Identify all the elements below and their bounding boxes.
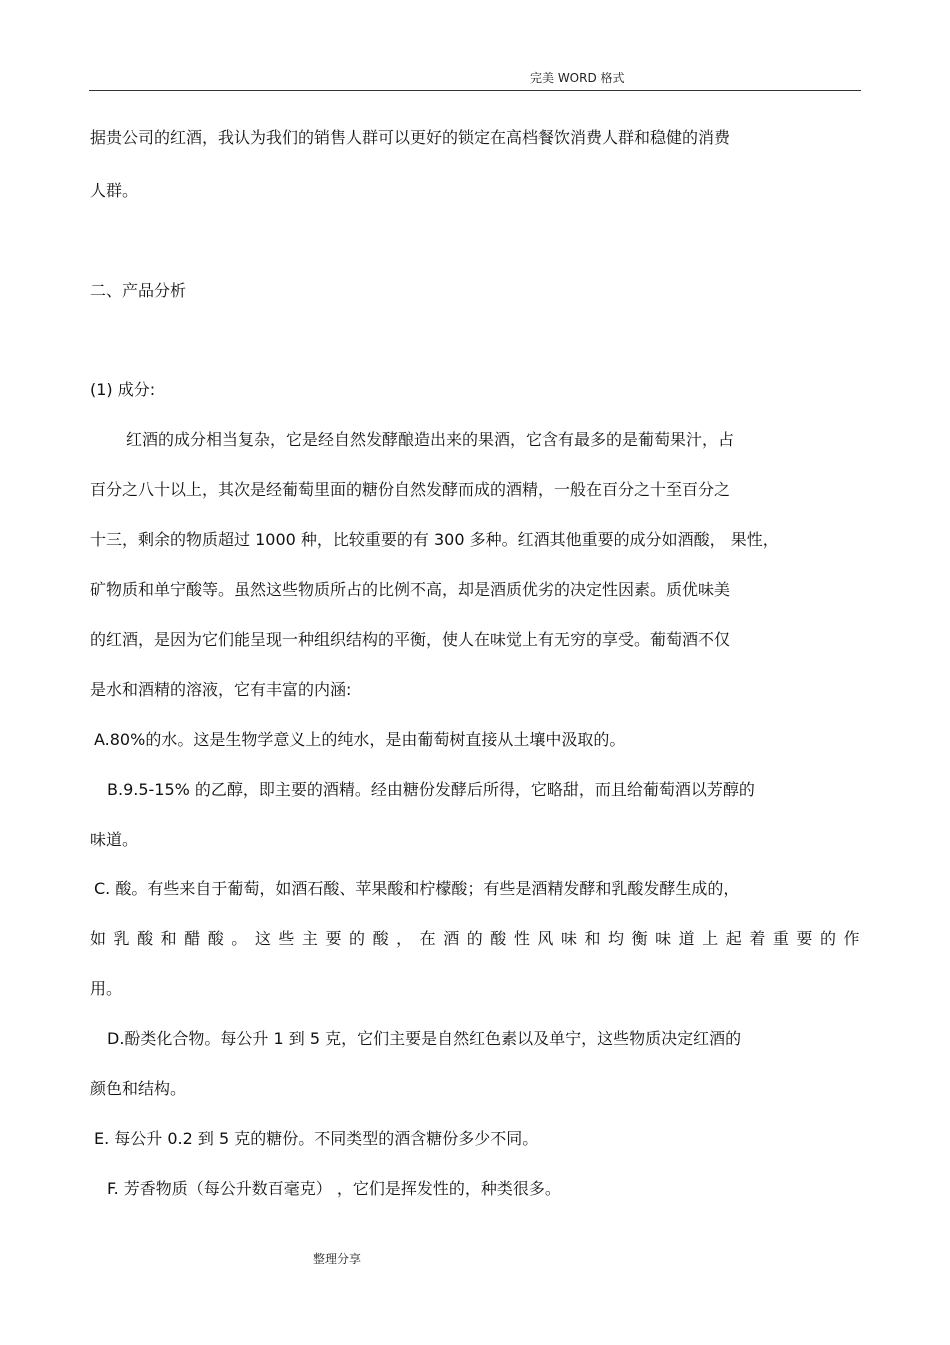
paragraph-line: 人群。	[90, 181, 139, 200]
paragraph-line: 的红酒，是因为它们能呈现一种组织结构的平衡，使人在味觉上有无穷的享受。葡萄酒不仅	[90, 630, 731, 649]
header-rule	[89, 90, 861, 91]
list-item: E. 每公升 0.2 到 5 克的糖份。不同类型的酒含糖份多少不同。	[94, 1129, 539, 1148]
header-text: 完美 WORD 格式	[530, 71, 625, 85]
paragraph-line: 十三，剩余的物质超过 1000 种，比较重要的有 300 多种。红酒其他重要的成分如酒酸， 果性，	[90, 530, 779, 549]
list-item-continuation	[90, 929, 860, 949]
list-item: D.酚类化合物。每公升 1 到 5 克，它们主要是自然红色素以及单宁，这些物质决定红酒的	[107, 1029, 742, 1048]
list-item: A.80%的水。这是生物学意义上的纯水，是由葡萄树直接从土壤中汲取的。	[94, 730, 626, 749]
page-footer: 整理分享	[313, 1252, 362, 1266]
paragraph-line: 是水和酒精的溶液，它有丰富的内涵:	[90, 680, 352, 699]
list-item-continuation: 颜色和结构。	[90, 1079, 187, 1098]
list-item-continuation: 味道。	[90, 830, 139, 849]
paragraph-line: 据贵公司的红酒，我认为我们的销售人群可以更好的锁定在高档餐饮消费人群和稳健的消费	[90, 128, 731, 147]
list-item: B.9.5-15% 的乙醇，即主要的酒精。经由糖份发酵后所得，它略甜，而且给葡萄酒以芳醇的	[107, 780, 755, 799]
section-heading: 二、产品分析	[90, 281, 187, 300]
list-item-continuation: 用。	[90, 979, 123, 998]
list-item: F. 芳香物质（每公升数百毫克） ，它们是挥发性的，种类很多。	[107, 1179, 561, 1198]
paragraph-line: 百分之八十以上，其次是经葡萄里面的糖份自然发酵而成的酒精，一般在百分之十至百分之	[90, 480, 731, 499]
justified-text: 如乳酸和醋酸。这些主要的酸，在酒的酸性风味和均衡味道上起着重要的作	[90, 929, 860, 948]
paragraph-line: 矿物质和单宁酸等。虽然这些物质所占的比例不高，却是酒质优劣的决定性因素。质优味美	[90, 580, 731, 599]
page-header	[0, 69, 950, 87]
paragraph-line: 红酒的成分相当复杂，它是经自然发酵酿造出来的果酒，它含有最多的是葡萄果汁，占	[126, 430, 735, 449]
list-item: C. 酸。有些来自于葡萄，如酒石酸、苹果酸和柠檬酸；有些是酒精发酵和乳酸发酵生成的，	[94, 879, 740, 898]
subsection-heading: (1) 成分:	[90, 380, 156, 399]
